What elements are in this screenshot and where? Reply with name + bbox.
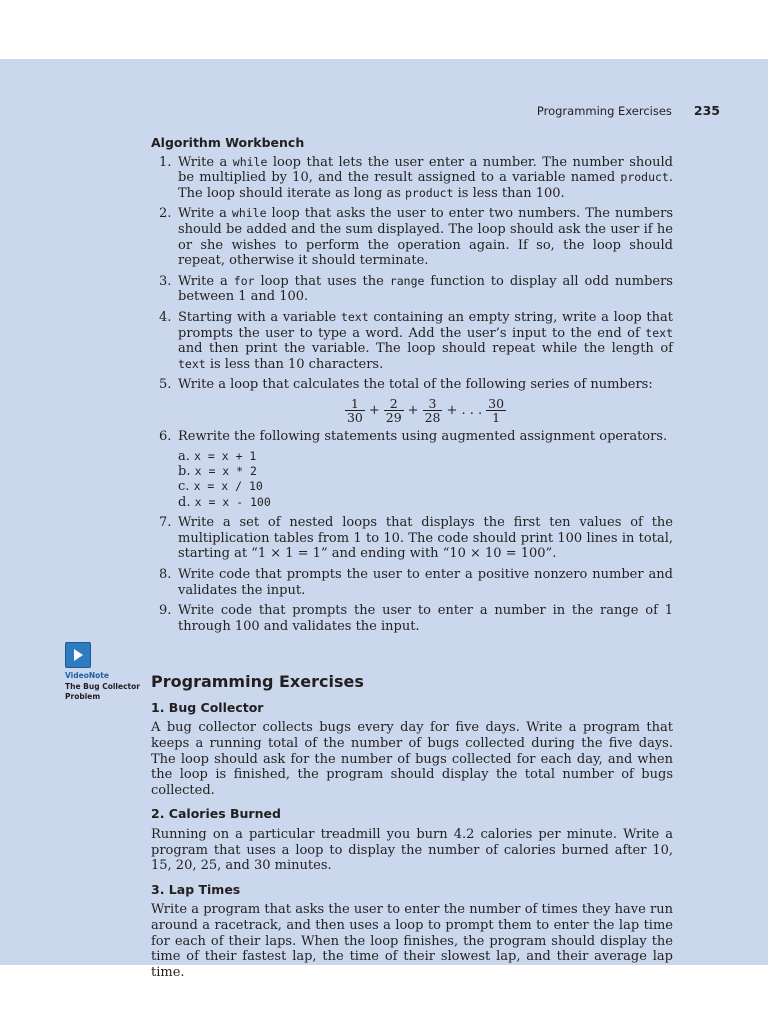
plus-sign: + xyxy=(368,402,380,418)
exercise-heading: 3. Lap Times xyxy=(151,881,241,897)
item-number: 7. xyxy=(159,515,172,531)
item-text: Write code that prompts the user to enter a positive nonzero number and validates the input. xyxy=(178,566,673,598)
series-ellipsis: + . . . xyxy=(446,402,483,418)
series-expression xyxy=(178,397,673,424)
workbench-item xyxy=(151,155,673,202)
exercise-list xyxy=(151,700,673,981)
workbench-item xyxy=(151,206,673,268)
code-token: while xyxy=(232,154,268,169)
item-text: Write a xyxy=(178,206,232,222)
workbench-item xyxy=(151,515,673,562)
assignment-code: x = x * 2 xyxy=(194,463,257,478)
numerator: 2 xyxy=(384,397,404,411)
code-token: product xyxy=(620,170,669,185)
running-head xyxy=(537,103,720,118)
assignment-letter: b. xyxy=(178,463,191,479)
item-number: 3. xyxy=(159,273,172,289)
workbench-list xyxy=(151,155,673,635)
item-number: 2. xyxy=(159,206,172,222)
page-content xyxy=(151,135,673,988)
item-text: and then print the variable. The loop should repeat while the length of xyxy=(178,341,673,357)
exercise-text: A bug collector collects bugs every day for five days. Write a program that keeps a running total of the number of bugs collected during the five days. The loop should ask for the number of bugs collected for each day, and when the loop is finished, the program should display the total number of bugs collected. xyxy=(151,720,673,798)
item-text: loop that lets the user enter a number. The number should be multiplied by 10, and the result assigned to a variable named xyxy=(178,154,673,186)
workbench-item xyxy=(151,567,673,598)
numerator: 1 xyxy=(345,397,365,411)
item-text: is less than 100. xyxy=(453,185,565,201)
assignment-code: x = x + 1 xyxy=(194,448,257,463)
item-number: 5. xyxy=(159,377,172,393)
page-number: 235 xyxy=(693,103,720,118)
item-text: Starting with a variable xyxy=(178,309,341,325)
fraction xyxy=(345,397,365,424)
denominator: 28 xyxy=(424,409,441,425)
fraction xyxy=(423,397,443,424)
denominator: 30 xyxy=(346,409,363,425)
assignment-code: x = x - 100 xyxy=(194,494,271,509)
workbench-item xyxy=(151,603,673,634)
exercise-text: Write a program that asks the user to enter the number of times they have run around a racetrack, and then uses a loop to prompt them to enter the lap time for each of their laps. When the loop finishes, the program should display the time of their fastest lap, the time of their slowest lap, and their average lap time. xyxy=(151,902,673,980)
item-text: Write code that prompts the user to enter a number in the range of 1 through 100 and validates the input. xyxy=(178,603,673,634)
code-token: product xyxy=(405,185,454,200)
running-head-title: Programming Exercises xyxy=(536,104,672,118)
item-text: Write a xyxy=(178,273,234,289)
item-number: 9. xyxy=(159,603,172,619)
code-token: while xyxy=(231,206,267,221)
numerator: 3 xyxy=(423,397,443,411)
exercise-heading: 1. Bug Collector xyxy=(151,699,264,715)
workbench-heading: Algorithm Workbench xyxy=(151,135,305,150)
assignment-item xyxy=(178,479,673,494)
videonote-title: The Bug Collector Problem xyxy=(65,682,140,701)
item-text: . The loop should iterate as long as xyxy=(178,170,673,201)
code-token: text xyxy=(340,309,369,324)
item-number: 6. xyxy=(159,428,172,444)
item-text: is less than 10 characters. xyxy=(205,356,384,372)
workbench-item xyxy=(151,377,673,424)
book-page xyxy=(0,59,768,980)
assignment-list xyxy=(178,449,673,511)
item-text: Rewrite the following statements using augmented assignment operators. xyxy=(178,428,668,444)
numerator: 30 xyxy=(488,395,505,411)
assignment-item xyxy=(178,495,673,510)
assignment-letter: d. xyxy=(178,494,191,510)
assignment-letter: a. xyxy=(178,448,190,464)
videonote-callout[interactable] xyxy=(65,642,145,702)
item-text: Write a set of nested loops that displays the first ten values of the multiplication tables from 1 to 10. The code should print 100 lines in total, starting at “1 × 1 = 1” and ending with “10 × 10 = 100”. xyxy=(178,515,673,562)
item-number: 4. xyxy=(159,309,172,325)
denominator: 29 xyxy=(385,409,402,425)
code-token: range xyxy=(389,273,425,288)
exercise-text: Running on a particular treadmill you burn 4.2 calories per minute. Write a program that uses a loop to display the number of calories burned after 10, 15, 20, 25, and 30 minutes. xyxy=(151,827,673,874)
plus-sign: + xyxy=(407,402,419,418)
code-token: text xyxy=(178,356,206,371)
fraction xyxy=(486,397,506,424)
programming-exercises-heading: Programming Exercises xyxy=(151,672,364,692)
fraction xyxy=(384,397,404,424)
item-text: Write a loop that calculates the total of the following series of numbers: xyxy=(178,377,653,393)
code-token: text xyxy=(645,325,673,340)
video-play-icon[interactable] xyxy=(65,642,91,668)
item-text: loop that asks the user to enter two numbers. The numbers should be added and the sum displayed. The loop should ask the user if he or she wishes to perform the operation again. If so, the loop should repeat, otherwise it should terminate. xyxy=(178,206,673,269)
item-text: Write a xyxy=(178,154,233,170)
workbench-item xyxy=(151,274,673,305)
assignment-letter: c. xyxy=(178,479,190,495)
code-token: for xyxy=(233,273,255,288)
denominator: 1 xyxy=(492,409,501,425)
assignment-code: x = x / 10 xyxy=(193,479,263,494)
item-number: 1. xyxy=(159,154,172,170)
exercise-heading: 2. Calories Burned xyxy=(151,806,281,822)
assignment-item xyxy=(178,449,673,464)
videonote-label: VideoNote xyxy=(65,671,109,680)
item-number: 8. xyxy=(159,566,172,582)
workbench-item xyxy=(151,310,673,372)
workbench-item xyxy=(151,429,673,510)
item-text: loop that uses the xyxy=(254,273,390,289)
item-text: containing an empty string, write a loop that prompts the user to type a word. Add the user’s input to the end of xyxy=(178,309,673,341)
assignment-item xyxy=(178,464,673,479)
item-text: function to display all odd numbers between 1 and 100. xyxy=(178,273,673,305)
